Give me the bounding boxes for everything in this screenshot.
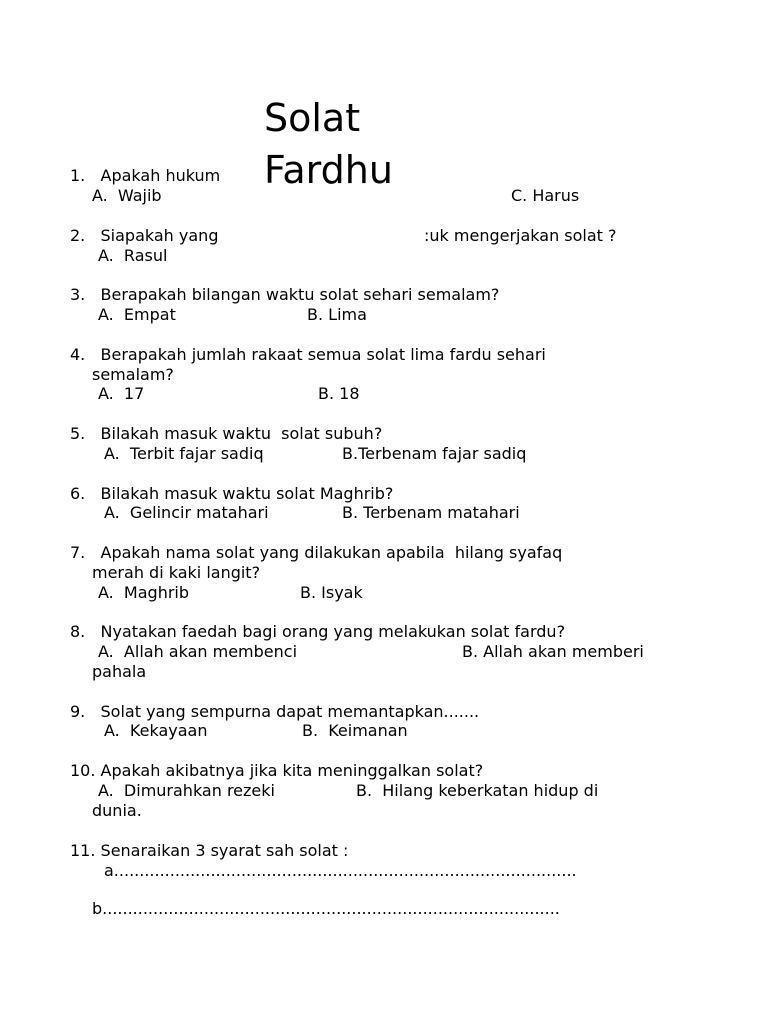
question-2-option-a: A. Rasul — [98, 246, 168, 265]
question-6-option-b: B. Terbenam matahari — [342, 503, 520, 522]
question-10-option-b: B. Hilang keberkatan hidup di — [356, 781, 599, 800]
question-5-option-b: B.Terbenam fajar sadiq — [342, 444, 527, 463]
question-8-option-b: B. Allah akan memberi — [462, 642, 644, 661]
question-10-option-b-cont: dunia. — [92, 801, 142, 820]
question-7-option-a: A. Maghrib — [98, 583, 190, 602]
question-3-option-a: A. Empat — [98, 305, 176, 324]
question-4-line-2: semalam? — [92, 365, 174, 384]
question-5-option-a: A. Terbit fajar sadiq — [104, 444, 264, 463]
question-7-option-b: B. Isyak — [300, 583, 363, 602]
question-8-option-b-cont: pahala — [92, 662, 147, 681]
question-6-option-a: A. Gelincir matahari — [104, 503, 269, 522]
page-title-line-1: Solat — [264, 96, 361, 140]
answer-line-a: a........................................................................................... — [104, 861, 577, 880]
question-3: 3. Berapakah bilangan waktu solat sehari semalam? — [70, 285, 500, 304]
question-6: 6. Bilakah masuk waktu solat Maghrib? — [70, 484, 394, 503]
question-11: 11. Senaraikan 3 syarat sah solat : — [70, 841, 349, 860]
question-4: 4. Berapakah jumlah rakaat semua solat lima fardu sehari — [70, 345, 546, 364]
question-2: 2. Siapakah yang — [70, 226, 219, 245]
question-5: 5. Bilakah masuk waktu solat subuh? — [70, 424, 383, 443]
question-7: 7. Apakah nama solat yang dilakukan apabila hilang syafaq — [70, 543, 563, 562]
question-3-option-b: B. Lima — [307, 305, 367, 324]
question-1: 1. Apakah hukum — [70, 166, 221, 185]
answer-line-b: b.......................................................................................... — [92, 899, 560, 918]
question-7-line-2: merah di kaki langit? — [92, 563, 261, 582]
page-title-line-2: Fardhu — [264, 148, 393, 192]
question-4-option-b: B. 18 — [318, 384, 360, 403]
question-9-option-b: B. Keimanan — [302, 721, 408, 740]
question-1-option-a: A. Wajib — [92, 186, 162, 205]
question-4-option-a: A. 17 — [98, 384, 145, 403]
question-1-option-c: C. Harus — [511, 186, 580, 205]
question-8-option-a: A. Allah akan membenci — [98, 642, 298, 661]
question-10-option-a: A. Dimurahkan rezeki — [98, 781, 275, 800]
question-9-option-a: A. Kekayaan — [104, 721, 208, 740]
question-8: 8. Nyatakan faedah bagi orang yang melakukan solat fardu? — [70, 622, 566, 641]
question-2-tail: :uk mengerjakan solat ? — [424, 226, 617, 245]
question-10: 10. Apakah akibatnya jika kita meninggalkan solat? — [70, 761, 484, 780]
question-9: 9. Solat yang sempurna dapat memantapkan....... — [70, 702, 480, 721]
